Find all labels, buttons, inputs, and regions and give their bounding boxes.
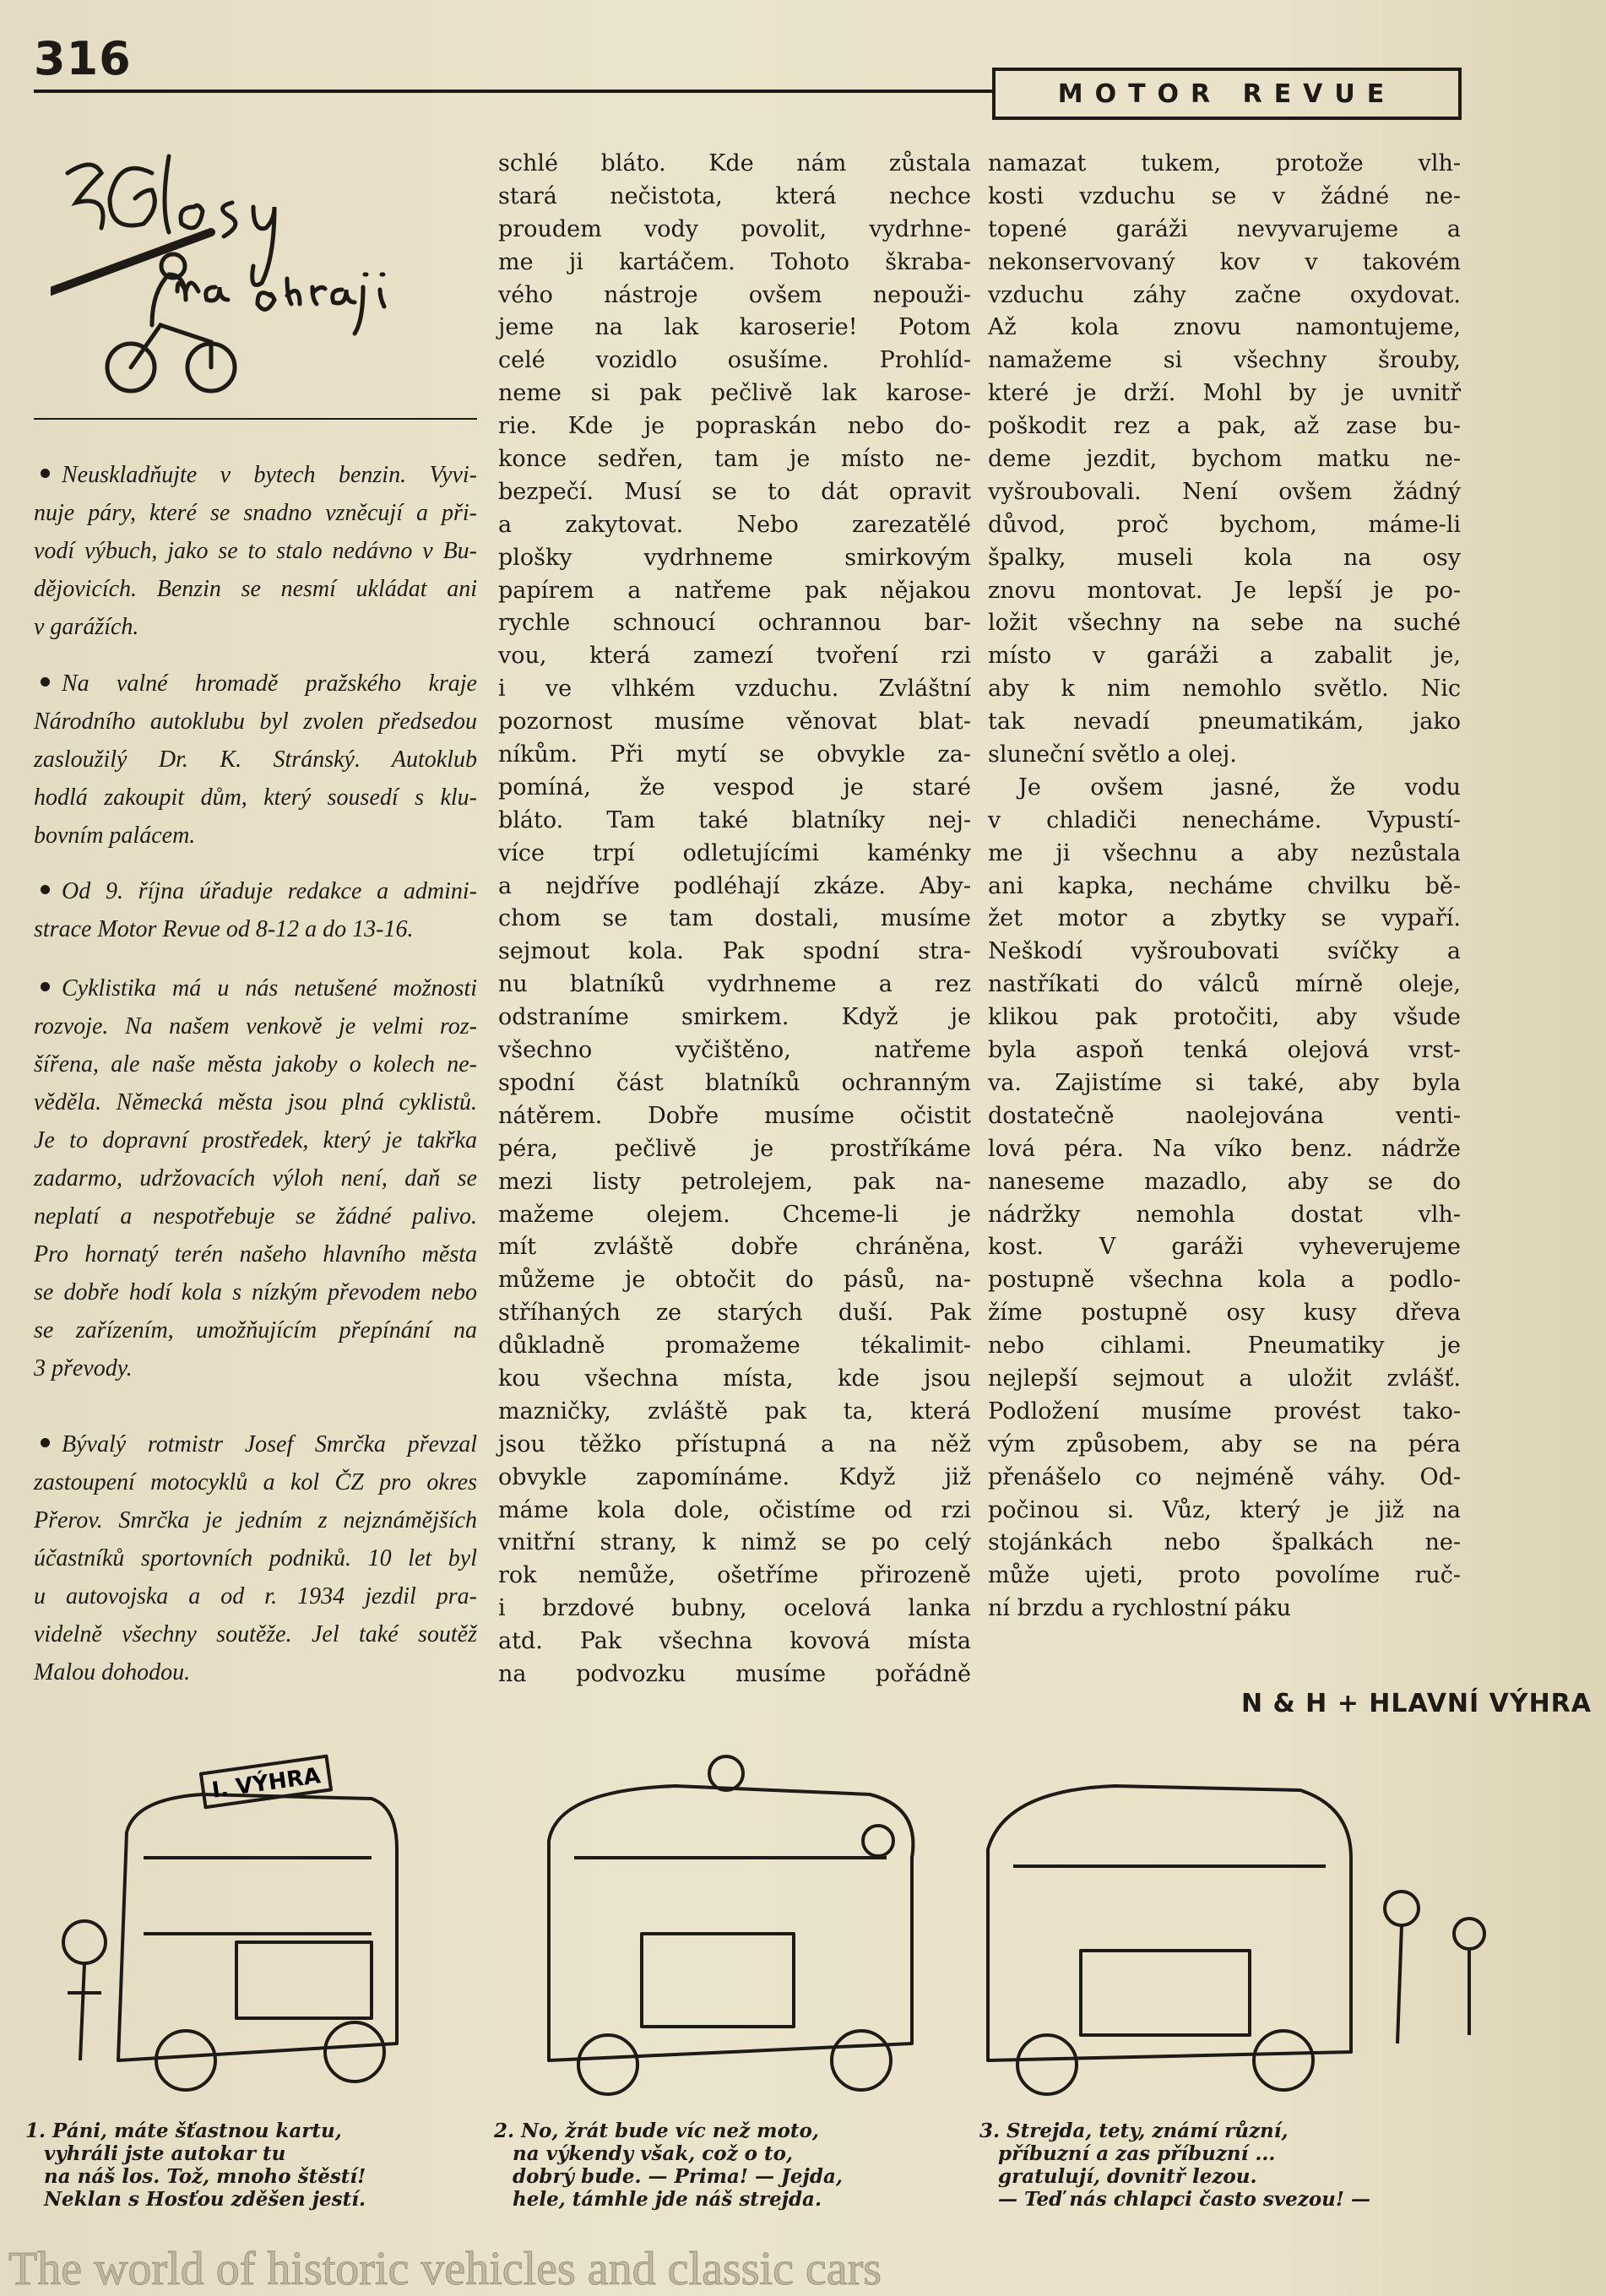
cartoon-headline: N & H + HLAVNÍ VÝHRA xyxy=(1241,1689,1592,1718)
article-line: vým způsobem, aby se na péra xyxy=(988,1430,1461,1457)
article-line: kost. V garáži vyheverujeme xyxy=(988,1234,1461,1261)
bullet-icon xyxy=(41,469,50,478)
article-line: stříhaných ze starých duší. Pak xyxy=(498,1300,971,1327)
article-line: aby k nim nemohlo světlo. Nic xyxy=(988,676,1461,703)
article-line: znovu montovat. Je lepší je po- xyxy=(988,577,1461,604)
page-number: 316 xyxy=(34,32,132,85)
logo-divider xyxy=(34,418,477,420)
middle-column-article xyxy=(498,148,971,1691)
caption-line: 2. No, žrát bude víc než moto, xyxy=(494,2120,819,2142)
article-line: kosti vzduchu se v žádné ne- xyxy=(988,182,1461,209)
magazine-masthead: MOTOR REVUE xyxy=(992,68,1462,120)
note-line: Pro hornatý terén našeho hlavního města xyxy=(34,1241,477,1267)
caption-line: na náš los. Tož, mnoho štěstí! xyxy=(44,2165,366,2188)
article-line: chom se tam dostali, musíme xyxy=(498,905,971,932)
note-paragraph xyxy=(34,1425,477,1691)
article-line: namazat tukem, protože vlh- xyxy=(988,150,1461,176)
article-line: místo v garáži a zabalit je, xyxy=(988,643,1461,670)
caption-1 xyxy=(25,2120,366,2211)
article-line: jeme na lak karoserie! Potom xyxy=(498,314,971,341)
note-line-text: Cyklistika má u nás netušené možnosti xyxy=(62,975,477,1001)
article-line: nastříkati do válců mírně oleje, xyxy=(988,971,1461,998)
article-line: máme kola dole, očistíme od rzi xyxy=(498,1496,971,1523)
note-paragraph xyxy=(34,665,477,855)
article-line: péra, pečlivě je prostříkáme xyxy=(498,1135,971,1162)
note-line: Národního autoklubu byl zvolen předsedou xyxy=(34,708,477,735)
article-line: tak nevadí pneumatikám, jako xyxy=(988,708,1461,735)
glosy-na-okraji-logo xyxy=(51,139,448,410)
note-line-text: Od 9. října úřaduje redakce a admini- xyxy=(62,878,477,904)
article-line: vyšroubovali. Není ovšem žádný xyxy=(988,478,1461,505)
article-line: celé vozidlo osušíme. Prohlíd- xyxy=(498,347,971,374)
article-line: spodní část blatníků ochranným xyxy=(498,1069,971,1096)
article-line: rychle schnoucí ochrannou bar- xyxy=(498,610,971,637)
article-line: přenášelo co nejméně váhy. Od- xyxy=(988,1463,1461,1490)
note-line: Je to dopravní prostředek, který je takřka xyxy=(34,1127,477,1153)
article-line: všechno vyčištěno, natřeme xyxy=(498,1037,971,1064)
article-line: žíme postupně osy kusy dřeva xyxy=(988,1300,1461,1327)
article-line: naneseme mazadlo, aby se do xyxy=(988,1168,1461,1195)
article-line: vou, která zamezí tvoření rzi xyxy=(498,643,971,670)
bullet-icon xyxy=(41,982,50,991)
note-line: se dobře hodí kola s nízkým převodem nebo xyxy=(34,1279,477,1305)
note-line: vodí výbuch, jako se to stalo nedávno v Bu- xyxy=(34,538,477,564)
article-line: pozornost musíme věnovat blat- xyxy=(498,708,971,735)
article-line: důkladně promažeme tékalimit- xyxy=(498,1333,971,1360)
article-line: nádržky nemohla dostat vlh- xyxy=(988,1201,1461,1228)
article-line: ani kapka, necháme chvilku bě- xyxy=(988,872,1461,899)
article-line: žet motor a zbytky se vypaří. xyxy=(988,905,1461,932)
note-line: Přerov. Smrčka je jedním z nejznámějších xyxy=(34,1507,477,1533)
article-line: nátěrem. Dobře musíme očistit xyxy=(498,1102,971,1129)
bullet-icon xyxy=(41,677,50,687)
article-line: mít zvláště dobře chráněna, xyxy=(498,1234,971,1261)
bullet-icon xyxy=(41,1438,50,1447)
article-line: stojánkách nebo špalkách ne- xyxy=(988,1529,1461,1556)
note-line: 3 převody. xyxy=(34,1355,133,1381)
article-line: odstraníme smirkem. Když je xyxy=(498,1004,971,1031)
article-line: byla aspoň tenká olejová vrst- xyxy=(988,1037,1461,1064)
note-line xyxy=(34,456,477,494)
bullet-icon xyxy=(41,885,50,894)
note-line xyxy=(34,969,477,1007)
article-line: lová péra. Na víko benz. nádrže xyxy=(988,1135,1461,1162)
caption-line: vyhráli jste autokar tu xyxy=(44,2142,286,2165)
bus-drawing-1 xyxy=(63,1756,397,2090)
article-line: namažeme si všechny šrouby, xyxy=(988,347,1461,374)
note-line: věděla. Německá města jsou plná cyklistů. xyxy=(34,1089,477,1115)
article-line: i brzdové bubny, ocelová lanka xyxy=(498,1595,971,1622)
article-line: i ve vlhkém vzduchu. Zvláštní xyxy=(498,676,971,703)
article-line: nebo cihlami. Pneumatiky je xyxy=(988,1333,1461,1360)
article-line: ložit všechny na sebe na suché xyxy=(988,610,1461,637)
note-line: videlně všechny soutěže. Jel také soutěž xyxy=(34,1621,477,1647)
bus-sign: I. VÝHRA xyxy=(210,1763,323,1804)
article-line: atd. Pak všechna kovová místa xyxy=(498,1628,971,1655)
article-line: jsou těžko přístupná a na něž xyxy=(498,1430,971,1457)
article-line: Je ovšem jasné, že vodu xyxy=(1018,773,1461,801)
article-line: pomíná, že vespod je staré xyxy=(498,773,971,801)
note-line: se zařízením, umožňujícím přepínání na xyxy=(34,1317,477,1343)
note-line: šířena, ale naše města jakoby o kolech ne- xyxy=(34,1051,477,1077)
caption-line: příbuzní a zas příbuzní ... xyxy=(998,2142,1276,2165)
article-line: počinou si. Vůz, který je již na xyxy=(988,1496,1461,1523)
watermark-tagline: The world of historic vehicles and classic cars xyxy=(8,2243,882,2295)
article-line: vnitřní strany, k nimž se po celý xyxy=(498,1529,971,1556)
article-line: bezpečí. Musí se to dát opravit xyxy=(498,478,971,505)
note-paragraph xyxy=(34,456,477,646)
bus-drawing-2 xyxy=(549,1756,913,2094)
article-line: můžeme je obtočit do pásů, na- xyxy=(498,1267,971,1294)
caption-line: — Teď nás chlapci často svezou! — xyxy=(998,2188,1370,2211)
article-line: vého nástroje ovšem nepouži- xyxy=(498,281,971,308)
article-line: mazničky, zvláště pak ta, která xyxy=(498,1398,971,1425)
article-line: na podvozku musíme pořádně xyxy=(498,1660,971,1687)
caption-line: hele, támhle jde náš strejda. xyxy=(513,2188,822,2211)
note-line-text: Bývalý rotmistr Josef Smrčka převzal xyxy=(62,1431,477,1457)
caption-2 xyxy=(494,2120,843,2211)
note-line: strace Motor Revue od 8-12 a do 13-16. xyxy=(34,916,414,942)
note-line xyxy=(34,665,477,703)
article-line: ní brzdu a rychlostní páku xyxy=(988,1595,1291,1622)
header-rule xyxy=(34,90,992,93)
note-line xyxy=(34,872,477,910)
note-line: Malou dohodou. xyxy=(34,1659,191,1685)
article-line: konce sedřen, tam je místo ne- xyxy=(498,446,971,473)
article-line: mažeme olejem. Chceme-li je xyxy=(498,1201,971,1228)
cartoon-illustration xyxy=(34,1740,1596,2111)
caption-line: na výkendy však, což o to, xyxy=(513,2142,794,2165)
caption-3 xyxy=(979,2120,1370,2211)
article-line: sluneční světlo a olej. xyxy=(988,741,1237,768)
article-line: deme jezdit, bychom matku ne- xyxy=(988,446,1461,473)
article-line: Podložení musíme provést tako- xyxy=(988,1398,1461,1425)
note-line: u autovojska a od r. 1934 jezdil pra- xyxy=(34,1583,477,1609)
article-line: nejlepší sejmout a uložit zvlášť. xyxy=(988,1365,1461,1392)
note-line xyxy=(34,1425,477,1463)
article-line: Až kola znovu namontujeme, xyxy=(988,314,1461,341)
note-line-text: Neuskladňujte v bytech benzin. Vyvi- xyxy=(62,462,477,488)
article-line: dostatečně naolejována venti- xyxy=(988,1102,1461,1129)
article-line: může ujeti, proto povolíme ruč- xyxy=(988,1562,1461,1589)
caption-line: dobrý bude. — Prima! — Jejda, xyxy=(513,2165,843,2188)
article-line: postupně všechna kola a podlo- xyxy=(988,1267,1461,1294)
article-line: v chladiči nenecháme. Vypustí- xyxy=(988,806,1461,833)
article-line: rie. Kde je popraskán nebo do- xyxy=(498,413,971,440)
article-line: nekonservovaný kov v takovém xyxy=(988,248,1461,275)
note-line: dějovicích. Benzin se nesmí ukládat ani xyxy=(34,576,477,602)
article-line: poškodit rez a pak, až zase bu- xyxy=(988,413,1461,440)
note-line: bovním palácem. xyxy=(34,822,196,849)
right-column-article xyxy=(988,148,1461,1626)
article-line: me ji kartáčem. Tohoto škraba- xyxy=(498,248,971,275)
article-line: špalky, museli kola na osy xyxy=(988,544,1461,571)
article-line: sejmout kola. Pak spodní stra- xyxy=(498,938,971,965)
note-line: zastoupení motocyklů a kol ČZ pro okres xyxy=(34,1469,477,1495)
note-line-text: Na valné hromadě pražského kraje xyxy=(62,670,477,697)
caption-line: 1. Páni, máte šťastnou kartu, xyxy=(25,2120,342,2142)
note-line: zasloužilý Dr. K. Stránský. Autoklub xyxy=(34,746,477,773)
note-line: rozvoje. Na našem venkově je velmi roz- xyxy=(34,1013,477,1039)
article-line: obvykle zapomínáme. Když již xyxy=(498,1463,971,1490)
article-line: které je drží. Mohl by je uvnitř xyxy=(988,380,1461,407)
article-line: stará nečistota, která nechce xyxy=(498,182,971,209)
article-line: proudem vody povolit, vydrhne- xyxy=(498,215,971,242)
article-line: schlé bláto. Kde nám zůstala xyxy=(498,150,971,176)
note-line: v garážích. xyxy=(34,614,139,640)
article-line: me ji všechnu a aby nezůstala xyxy=(988,839,1461,866)
article-line: topené garáži nevyvarujeme a xyxy=(988,215,1461,242)
article-line: níkům. Při mytí se obvykle za- xyxy=(498,741,971,768)
article-line: nu blatníků vydrhneme a rez xyxy=(498,971,971,998)
article-line: bláto. Tam také blatníky nej- xyxy=(498,806,971,833)
caption-line: gratulují, dovnitř lezou. xyxy=(998,2165,1257,2188)
article-line: důvod, proč bychom, máme-li xyxy=(988,511,1461,538)
note-line: zadarmo, udržovacích výloh není, daň se xyxy=(34,1165,477,1191)
article-line: rok nemůže, ošetříme přirozeně xyxy=(498,1562,971,1589)
note-line: hodlá zakoupit dům, který sousedí s klu- xyxy=(34,784,477,811)
note-line: nuje páry, které se snadno vzněcují a při- xyxy=(34,500,477,526)
note-paragraph xyxy=(34,872,477,948)
article-line: více trpí odletujícími kaménky xyxy=(498,839,971,866)
caption-line: Neklan s Hosťou zděšen jestí. xyxy=(44,2188,366,2211)
article-line: vzduchu záhy začne oxydovat. xyxy=(988,281,1461,308)
note-line: neplatí a nespotřebuje se žádné palivo. xyxy=(34,1203,477,1229)
article-line: Neškodí vyšroubovati svíčky a xyxy=(988,938,1461,965)
article-line: va. Zajistíme si také, aby byla xyxy=(988,1069,1461,1096)
article-line: mezi listy petrolejem, pak na- xyxy=(498,1168,971,1195)
article-line: a zakytovat. Nebo zarezatělé xyxy=(498,511,971,538)
caption-line: 3. Strejda, tety, známí různí, xyxy=(979,2120,1289,2142)
note-paragraph xyxy=(34,969,477,1387)
article-line: klikou pak protočiti, aby všude xyxy=(988,1004,1461,1031)
note-line: účastníků sportovních podniků. 10 let byl xyxy=(34,1545,477,1571)
article-line: a nejdříve podléhají zkáze. Aby- xyxy=(498,872,971,899)
article-line: neme si pak pečlivě lak karose- xyxy=(498,380,971,407)
article-line: kou všechna místa, kde jsou xyxy=(498,1365,971,1392)
article-line: papírem a natřeme pak nějakou xyxy=(498,577,971,604)
article-line: plošky vydrhneme smirkovým xyxy=(498,544,971,571)
bus-drawing-3 xyxy=(988,1786,1484,2094)
